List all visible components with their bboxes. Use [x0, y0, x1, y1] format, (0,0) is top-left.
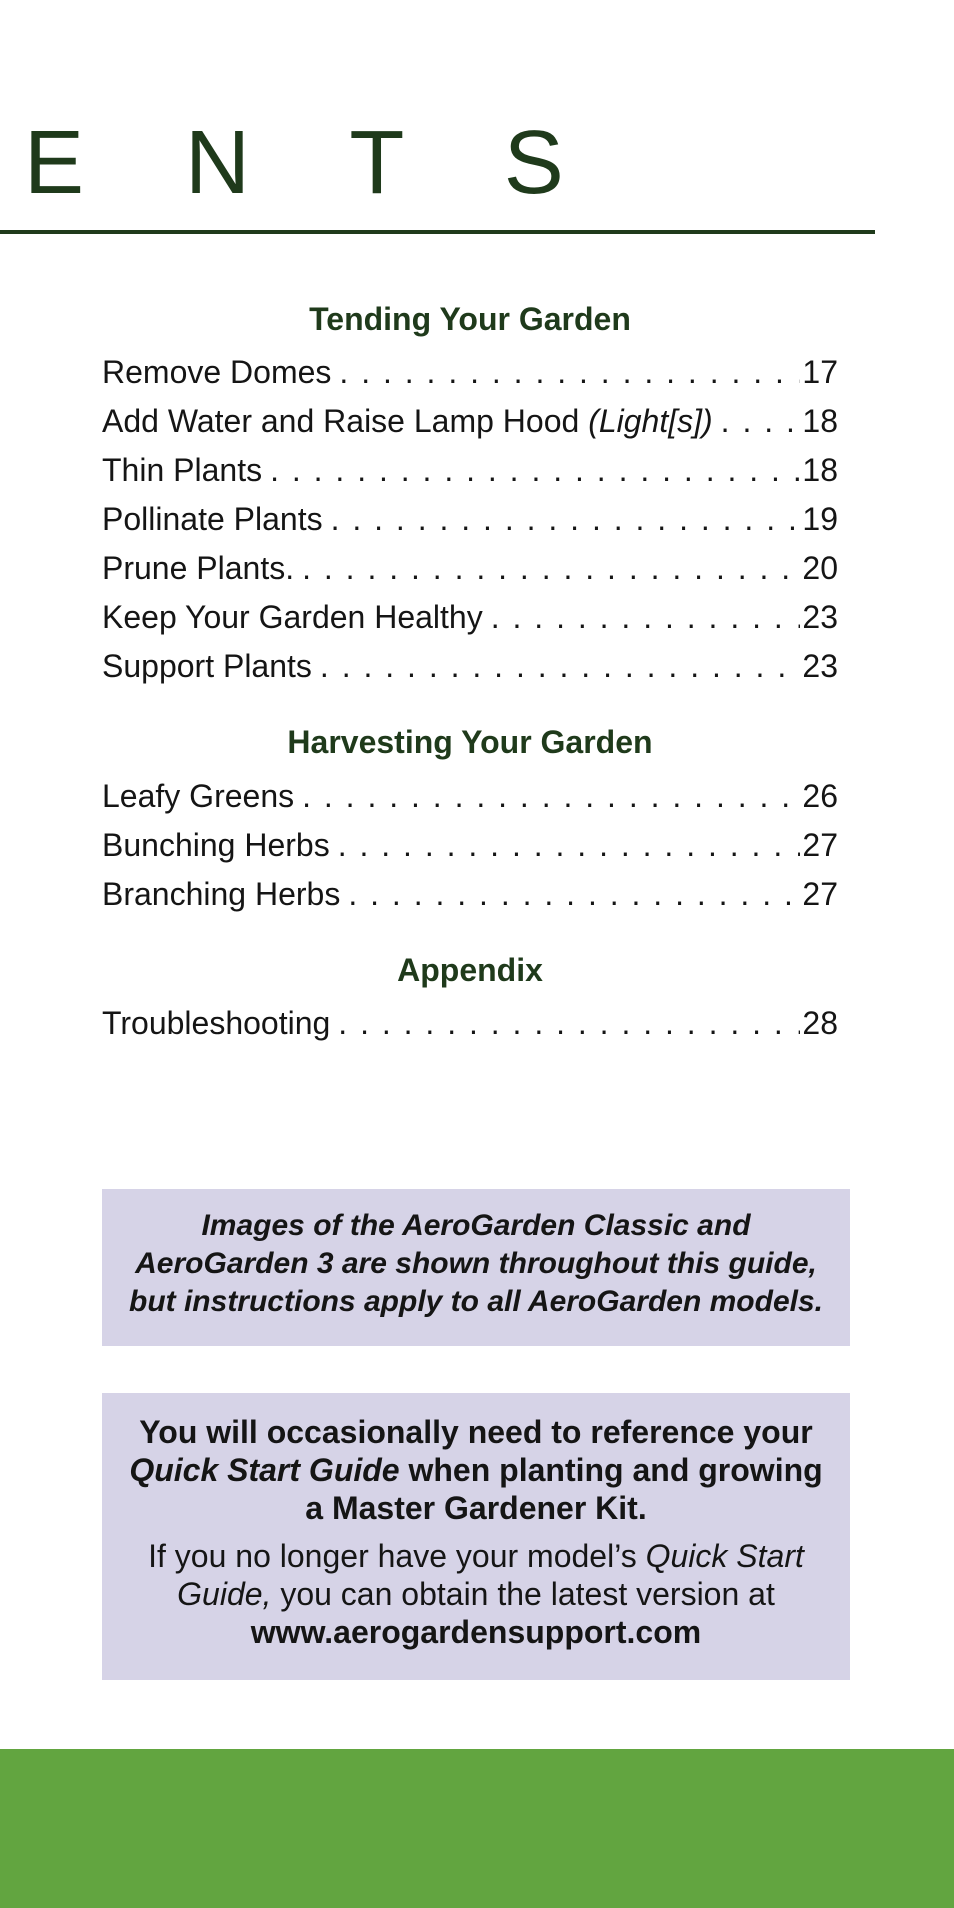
quick-start-guide-title: Quick Start Guide [129, 1452, 400, 1488]
quick-start-note-box [102, 1393, 850, 1680]
toc-entry-label: Troubleshooting [102, 1005, 331, 1042]
dot-leader [491, 593, 801, 642]
dot-leader [320, 642, 801, 691]
toc-entry[interactable] [102, 397, 838, 446]
dot-leader [348, 870, 800, 919]
toc-entry-page: 23 [802, 599, 838, 636]
toc-entry-label: Support Plants [102, 648, 312, 685]
toc-entry-page: 23 [802, 648, 838, 685]
toc-entry-label: Remove Domes [102, 354, 332, 391]
toc-entry-label: Branching Herbs [102, 875, 341, 912]
support-url[interactable]: www.aerogardensupport.com [250, 1614, 702, 1650]
toc-entry[interactable] [102, 870, 838, 919]
dot-leader [339, 348, 800, 397]
toc-entry-page: 26 [802, 777, 838, 814]
toc-entry[interactable] [102, 642, 838, 691]
toc-entry[interactable] [102, 593, 838, 642]
section-title: Tending Your Garden [309, 301, 631, 337]
toc-entry-page: 27 [802, 875, 838, 912]
models-note-line: but instructions apply to all AeroGarden models. [129, 1285, 823, 1318]
quick-start-guide-title: Quick Start Guide, [177, 1538, 804, 1612]
toc-entry[interactable] [102, 999, 838, 1048]
toc-entry-label-italic: (Light[s]) [588, 403, 713, 440]
footer-band [0, 1749, 954, 1908]
dot-leader [302, 772, 800, 821]
toc-entry-label: Bunching Herbs [102, 826, 330, 863]
toc-entry-page: 20 [802, 550, 838, 587]
models-note-line: Images of the AeroGarden Classic and [201, 1209, 751, 1242]
dot-leader [302, 544, 800, 593]
toc-entry-page: 28 [802, 1005, 838, 1042]
toc-entry[interactable] [102, 348, 838, 397]
dot-leader [331, 495, 801, 544]
section-title: Appendix [397, 951, 543, 988]
page-title: E N T S [24, 113, 602, 213]
toc-entry-label: Thin Plants [102, 452, 263, 489]
toc-entry-page: 17 [802, 354, 838, 391]
toc-entry-label: Leafy Greens [102, 777, 295, 814]
toc-section-appendix [102, 951, 838, 1048]
toc-entry[interactable] [102, 772, 838, 821]
toc-entry-page: 27 [802, 826, 838, 863]
models-note-box [102, 1189, 850, 1346]
toc-entry[interactable] [102, 544, 838, 593]
toc-entry[interactable] [102, 446, 838, 495]
dot-leader [270, 446, 800, 495]
toc-entry-page: 19 [802, 501, 838, 538]
dot-leader [338, 999, 800, 1048]
toc-entry-label: Add Water and Raise Lamp Hood (Light[s]) [102, 403, 713, 440]
models-note-line: AeroGarden 3 are shown throughout this guide, [135, 1247, 817, 1280]
toc-entry[interactable] [102, 821, 838, 870]
section-title: Harvesting Your Garden [287, 724, 653, 761]
quick-start-note-body: If you no longer have your model’s Quick Start Guide, you can obtain the latest version at [148, 1538, 804, 1612]
toc-entry-page: 18 [802, 403, 838, 440]
toc-section-harvesting [102, 723, 838, 918]
table-of-contents [102, 300, 838, 1080]
dot-leader [338, 821, 801, 870]
toc-entry-label: Pollinate Plants [102, 501, 323, 538]
quick-start-note-heading: You will occasionally need to reference your Quick Start Guide when planting and growing a Master Gardener Kit. [129, 1414, 823, 1526]
toc-entry-page: 18 [802, 452, 838, 489]
toc-entry-label: Keep Your Garden Healthy [102, 599, 483, 636]
toc-entry[interactable] [102, 495, 838, 544]
dot-leader [721, 397, 801, 446]
toc-entry-label: Prune Plants. [102, 550, 295, 587]
toc-section-tending [102, 300, 838, 691]
title-rule [0, 230, 875, 234]
